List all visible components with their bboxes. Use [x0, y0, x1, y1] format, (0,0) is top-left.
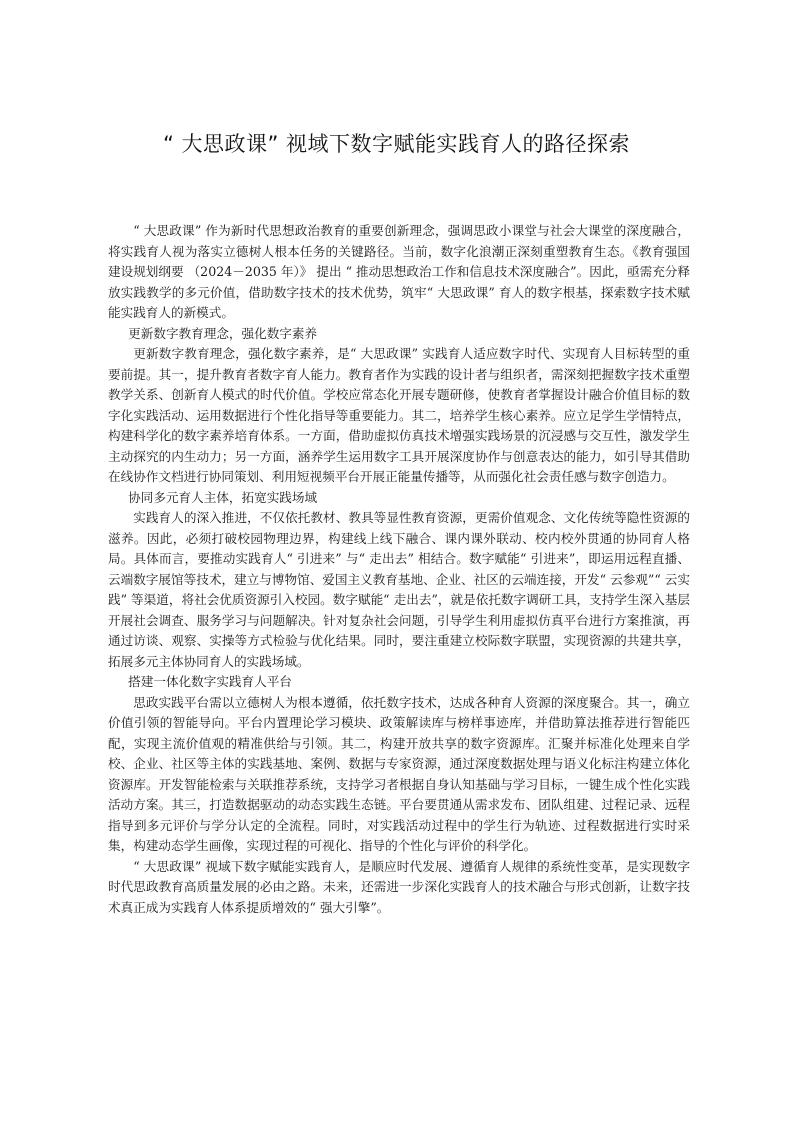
- article-body: [108, 221, 690, 918]
- conclusion-paragraph: “ 大思政课” 视域下数字赋能实践育人，是顺应时代发展、遵循育人规律的系统性变革，是实现数字时代思政教育高质量发展的必由之路。未来，还需进一步深化实践育人的技术融合与形式创新，让数字技术真正成为实践育人体系提质增效的“ 强大引擎”。: [108, 858, 690, 915]
- intro-paragraph: “ 大思政课” 作为新时代思想政治教育的重要创新理念，强调思政小课堂与社会大课堂的深度融合，将实践育人视为落实立德树人根本任务的关键路径。当前，数字化浪潮正深刻重塑教育生态。《教育强国建设规划纲要 （2024－2035 年）》 提出 “ 推动思想政治工作和信息技术深度融合”。因此，亟需充分释放实践教学的多元价值，借助数字技术的技术优势，筑牢“ 大思政课” 育人的数字根基，探索数字技术赋能实践育人的新模式。: [108, 223, 690, 320]
- body-paragraph: 更新数字教育理念，强化数字素养，是“ 大思政课” 实践育人适应数字时代、实现育人目标转型的重要前提。其一，提升教育者数字育人能力。教育者作为实践的设计者与组织者，需深刻把握数字技术重塑教学关系、创新育人模式的时代价值。学校应常态化开展专题研修，使教育者掌握设计融合价值目标的数字化实践活动、运用数据进行个性化指导等重要能力。其二，培养学生核心素养。应立足学生学情特点，构建科学化的数字素养培育体系。一方面，借助虚拟仿真技术增强实践场景的沉浸感与交互性，激发学生主动探究的内生动力；另一方面，涵养学生运用数字工具开展深度协作与创意表达的能力，如引导其借助在线协作文档进行协同策划、利用短视频平台开展正能量传播等，从而强化社会责任感与数字创造力。: [108, 346, 690, 484]
- page-title: “ 大思政课” 视域下数字赋能实践育人的路径探索: [162, 132, 631, 156]
- body-paragraph: 思政实践平台需以立德树人为根本遵循，依托数字技术，达成各种育人资源的深度聚合。其一，确立价值引领的智能导向。平台内置理论学习模块、政策解读库与榜样事迹库，并借助算法推荐进行智能匹配，实现主流价值观的精准供给与引领。其二，构建开放共享的数字资源库。汇聚并标准化处理来自学校、企业、社区等主体的实践基地、案例、数据与专家资源，通过深度数据处理与语义化标注构建立体化资源库。开发智能检索与关联推荐系统，支持学习者根据自身认知基础与学习目标，一键生成个性化实践活动方案。其三，打造数据驱动的动态实践生态链。平台要贯通从需求发布、团队组建、过程记录、远程指导到多元评价与学分认定的全流程。同时，对实践活动过程中的学生行为轨迹、过程数据进行实时采集，构建动态学生画像，实现过程的可视化、指导的个性化与评价的科学化。: [108, 694, 690, 853]
- section-heading: 更新数字教育理念，强化数字素养: [128, 325, 318, 341]
- section-heading: 协同多元育人主体，拓宽实践场域: [128, 489, 318, 505]
- body-paragraph: 实践育人的深入推进，不仅依托教材、教具等显性教育资源，更需价值观念、文化传统等隐性资源的滋养。因此，必须打破校园物理边界，构建线上线下融合、课内课外联动、校内校外贯通的协同育人格局。具体而言，要推动实践育人“ 引进来” 与“ 走出去” 相结合。数字赋能“ 引进来”，即运用远程直播、云端数字展馆等技术，建立与博物馆、爱国主义教育基地、企业、社区的云端连接，开发“ 云参观”“ 云实践” 等渠道，将社会优质资源引入校园。数字赋能“ 走出去”，就是依托数字调研工具，支持学生深入基层开展社会调查、服务学习与问题解决。针对复杂社会问题，引导学生利用虚拟仿真平台进行方案推演，再通过访谈、观察、实操等方式检验与优化结果。同时，要注重建立校际数字联盟，实现资源的共建共享，拓展多元主体协同育人的实践场域。: [108, 510, 690, 669]
- section-heading: 搭建一体化数字实践育人平台: [128, 674, 292, 689]
